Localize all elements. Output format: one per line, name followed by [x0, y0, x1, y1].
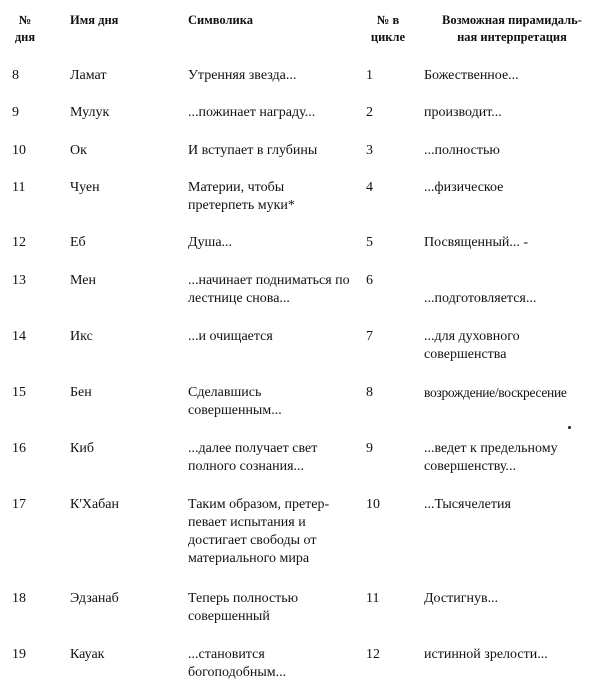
row-cycle-number: 8: [366, 385, 373, 400]
row-cycle-number: 7: [366, 329, 373, 344]
speck-dot: [568, 426, 571, 429]
row-interpretation: Достигнув...: [424, 591, 499, 606]
row-day-name: Мулук: [70, 105, 110, 120]
row-interpretation: ...ведет к предельному совершенству...: [424, 441, 558, 474]
row-day-name: Мен: [70, 273, 96, 288]
row-cycle-number: 4: [366, 180, 373, 195]
row-cycle-number: 10: [366, 497, 380, 512]
row-cycle-number: 5: [366, 235, 373, 250]
row-symbolism: ...начинает подниматься по лестнице снова...: [188, 273, 350, 306]
row-interpretation: возрождение/воскресение: [424, 385, 567, 400]
row-interpretation: производит...: [424, 105, 502, 120]
row-cycle-number: 6: [366, 273, 373, 288]
row-cycle-number: 9: [366, 441, 373, 456]
row-day-name: Ламат: [70, 68, 107, 83]
row-symbolism: ...и очищается: [188, 329, 273, 344]
row-day-number: 19: [12, 647, 26, 662]
header-cycle-number: № в цикле: [370, 13, 406, 44]
row-symbolism: Сделавшись совершенным...: [188, 385, 282, 418]
row-symbolism: Теперь полностью совершенный: [188, 591, 299, 624]
row-interpretation: истинной зрелости...: [424, 647, 548, 662]
row-cycle-number: 3: [366, 143, 373, 158]
header-symbolism: Символика: [188, 13, 253, 27]
row-day-name: Еб: [70, 235, 86, 250]
row-day-name: Киб: [70, 441, 94, 456]
row-day-number: 13: [12, 273, 26, 288]
row-symbolism: Душа...: [188, 235, 233, 250]
row-day-number: 9: [12, 105, 19, 120]
row-interpretation: ...полностью: [424, 143, 500, 158]
header-day-number: № дня: [14, 13, 36, 44]
row-symbolism: ...пожинает награду...: [188, 105, 316, 120]
row-day-name: Эдзанаб: [70, 591, 119, 606]
row-symbolism: Утренняя звезда...: [188, 68, 297, 83]
row-symbolism: Материи, чтобы претерпеть муки*: [188, 180, 295, 213]
row-cycle-number: 1: [366, 68, 373, 83]
row-day-number: 17: [12, 497, 26, 512]
row-cycle-number: 11: [366, 591, 380, 606]
row-day-number: 16: [12, 441, 26, 456]
row-symbolism: ...далее получает свет полного сознания...: [188, 441, 318, 474]
row-interpretation: ...подготовляется...: [424, 291, 537, 306]
row-day-name: К'Хабан: [70, 497, 120, 512]
row-day-name: Кауак: [70, 647, 105, 662]
row-interpretation: ...Тысячелетия: [424, 497, 511, 512]
row-symbolism: Таким образом, претер- певает испытания и достигает свободы от материального мира: [188, 497, 330, 566]
row-symbolism: И вступает в глубины: [188, 143, 318, 158]
row-interpretation: ...для духовного совершенства: [424, 329, 520, 362]
row-day-number: 15: [12, 385, 26, 400]
row-cycle-number: 2: [366, 105, 373, 120]
row-interpretation: ...физическое: [424, 180, 504, 195]
row-day-number: 18: [12, 591, 26, 606]
row-day-number: 10: [12, 143, 26, 158]
row-interpretation: Божественное...: [424, 68, 519, 83]
row-day-name: Ок: [70, 143, 87, 158]
row-day-number: 8: [12, 68, 19, 83]
row-day-number: 14: [12, 329, 26, 344]
row-day-name: Чуен: [70, 180, 100, 195]
row-cycle-number: 12: [366, 647, 380, 662]
row-day-name: Бен: [70, 385, 92, 400]
row-day-number: 12: [12, 235, 26, 250]
row-day-number: 11: [12, 180, 26, 195]
header-interpretation: Возможная пирамидаль- ная интерпретация: [442, 13, 582, 44]
row-interpretation: Посвященный... -: [424, 235, 529, 250]
row-day-name: Икс: [70, 329, 93, 344]
header-day-name: Имя дня: [70, 13, 119, 27]
row-symbolism: ...становится богоподобным...: [188, 647, 287, 680]
